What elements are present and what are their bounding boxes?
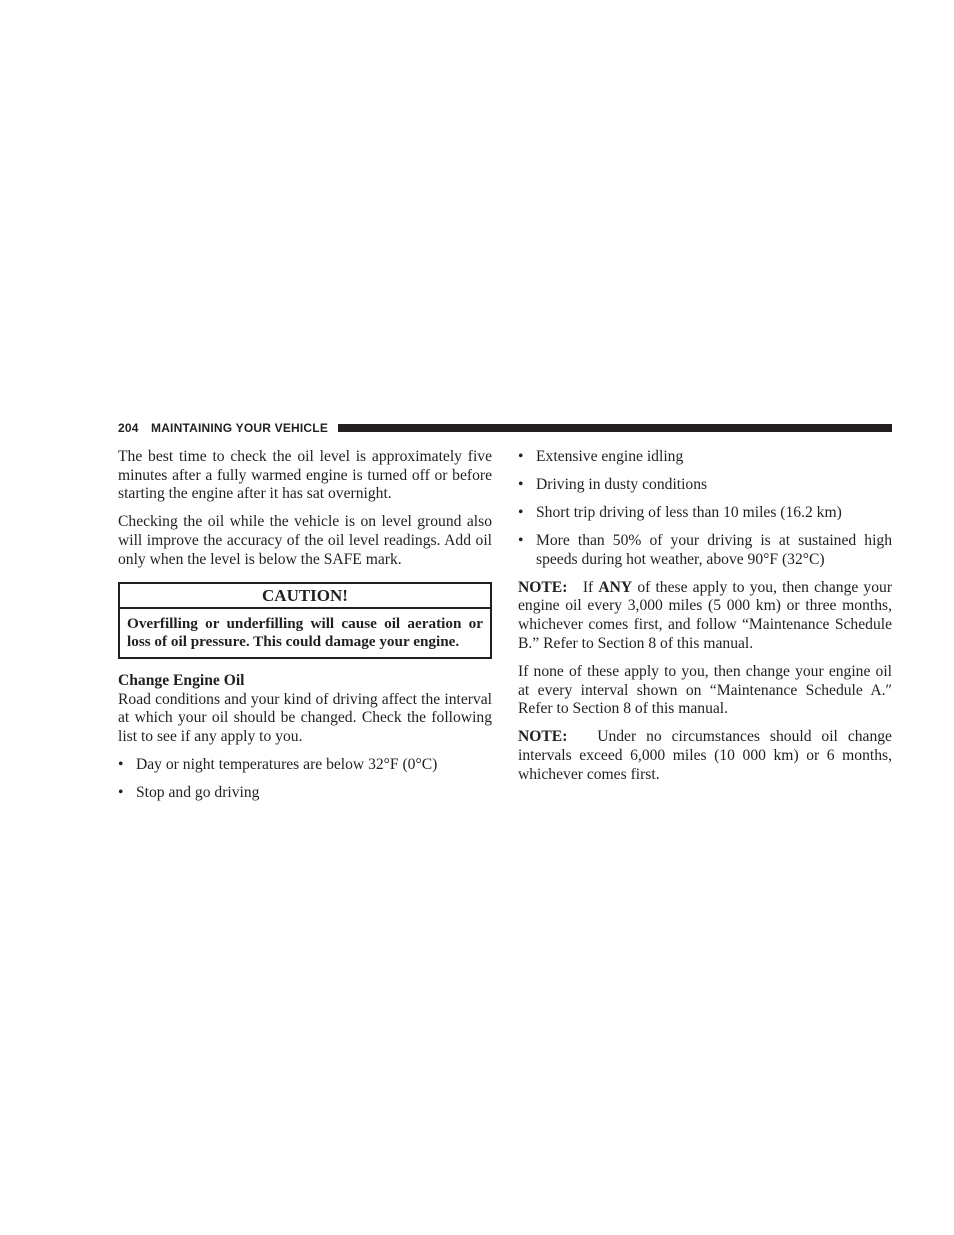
section-title: MAINTAINING YOUR VEHICLE: [151, 421, 329, 435]
bullet-icon: •: [118, 756, 124, 774]
bullet-icon: •: [518, 504, 524, 521]
note-change-interval: NOTE: Under no circumstances should oil change intervals exceed 6,000 miles (10 000 km) or 6 months, whichever comes first.: [518, 728, 892, 783]
list-item: • Short trip driving of less than 10 miles (16.2 km): [518, 504, 842, 521]
caution-title: CAUTION!: [120, 584, 490, 609]
note-label: NOTE:: [518, 728, 568, 746]
paragraph-check-timing: The best time to check the oil level is approximately five minutes after a fully warmed engine is turned off or before starting the engine after it has sat overnight.: [118, 448, 492, 503]
right-column: [518, 448, 892, 794]
header-rule: [338, 424, 892, 432]
list-item: • Day or night temperatures are below 32°F (0°C): [118, 756, 438, 774]
list-item: • Stop and go driving: [118, 784, 260, 802]
bullet-icon: •: [518, 448, 524, 465]
list-item: • More than 50% of your driving is at sustained high speeds during hot weather, above 90°F (32°C): [518, 532, 892, 568]
note-label: NOTE:: [518, 578, 568, 596]
list-item: • Extensive engine idling: [518, 448, 684, 465]
paragraph-road-conditions: Road conditions and your kind of driving affect the interval at which your oil should be changed. Check the following list to see if any apply to you.: [118, 690, 492, 746]
bullet-icon: •: [118, 784, 124, 802]
bullet-icon: •: [518, 532, 524, 549]
bullet-icon: •: [518, 476, 524, 493]
paragraph-maintenance-schedule-a: If none of these apply to you, then change your engine oil at every interval shown on “Maintenance Schedule A.″ Refer to Section 8 of this manual.: [518, 662, 892, 718]
page-header: [118, 419, 892, 437]
note-maintenance-schedule-b: NOTE: If ANY of these apply to you, then change your engine oil every 3,000 miles (5 000 km) or three months, whichever comes first, and follow “Maintenance Schedule B.” Refer to Section 8 of this manual.: [518, 578, 893, 652]
caution-text: Overfilling or underfilling will cause oil aeration or loss of oil pressure. This could damage your engine.: [127, 614, 483, 651]
page-number: 204: [118, 421, 139, 435]
emphasis-any: ANY: [598, 578, 633, 596]
list-item: • Driving in dusty conditions: [518, 476, 708, 493]
paragraph-level-ground: Checking the oil while the vehicle is on level ground also will improve the accuracy of the oil level readings. Add oil only when the level is below the SAFE mark.: [118, 513, 492, 568]
conditions-list-left: [118, 756, 492, 803]
conditions-list-right: [518, 448, 892, 569]
subheading-change-engine-oil: Change Engine Oil: [118, 671, 245, 689]
left-column: [118, 448, 492, 812]
caution-box: [118, 582, 492, 659]
